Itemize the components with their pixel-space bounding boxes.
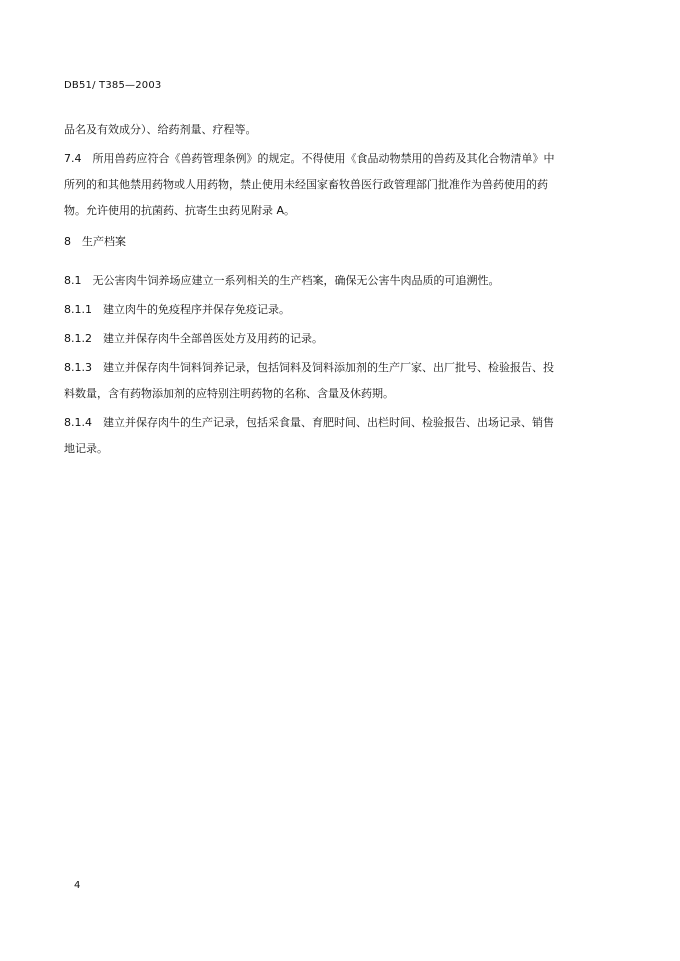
text-line: 8.1.2 建立并保存肉牛全部兽医处方及用药的记录。 <box>64 332 323 345</box>
text-line: 料数量，含有药物添加剂的应特别注明药物的名称、含量及休药期。 <box>64 387 394 400</box>
text-line: 物。允许使用的抗菌药、抗寄生虫药见附录 A。 <box>64 204 296 217</box>
text-line: 品名及有效成分）、给药剂量、疗程等。 <box>64 123 257 136</box>
paragraph-7-3-continuation <box>64 117 624 143</box>
text-line: 所列的和其他禁用药物或人用药物，禁止使用未经国家畜牧兽医行政管理部门批准作为兽药使用的药 <box>64 178 548 191</box>
text-line: 8.1 无公害肉牛饲养场应建立一系列相关的生产档案，确保无公害牛肉品质的可追溯性。 <box>64 274 500 287</box>
section-heading-8 <box>64 229 624 255</box>
text-line: 7.4 所用兽药应符合《兽药管理条例》的规定。不得使用《食品动物禁用的兽药及其化合物清单》中 <box>64 152 555 165</box>
text-line: 地记录。 <box>64 442 108 455</box>
clause-8-1-4 <box>64 410 624 462</box>
document-body <box>64 117 624 465</box>
page-number: 4 <box>74 880 81 891</box>
text-line: 8.1.4 建立并保存肉牛的生产记录，包括采食量、育肥时间、出栏时间、检验报告、出场记录、销售 <box>64 416 554 429</box>
clause-8-1-3 <box>64 355 624 407</box>
document-number: DB51/ T385—2003 <box>64 80 162 91</box>
clause-8-1-1 <box>64 297 624 323</box>
clause-7-4 <box>64 146 624 224</box>
clause-8-1 <box>64 268 624 294</box>
text-line: 8.1.1 建立肉牛的免疫程序并保存免疫记录。 <box>64 303 290 316</box>
text-line: 8.1.3 建立并保存肉牛饲料饲养记录，包括饲料及饲料添加剂的生产厂家、出厂批号、检验报告、投 <box>64 361 554 374</box>
clause-8-1-2 <box>64 326 624 352</box>
section-heading-text: 8 生产档案 <box>64 235 126 248</box>
